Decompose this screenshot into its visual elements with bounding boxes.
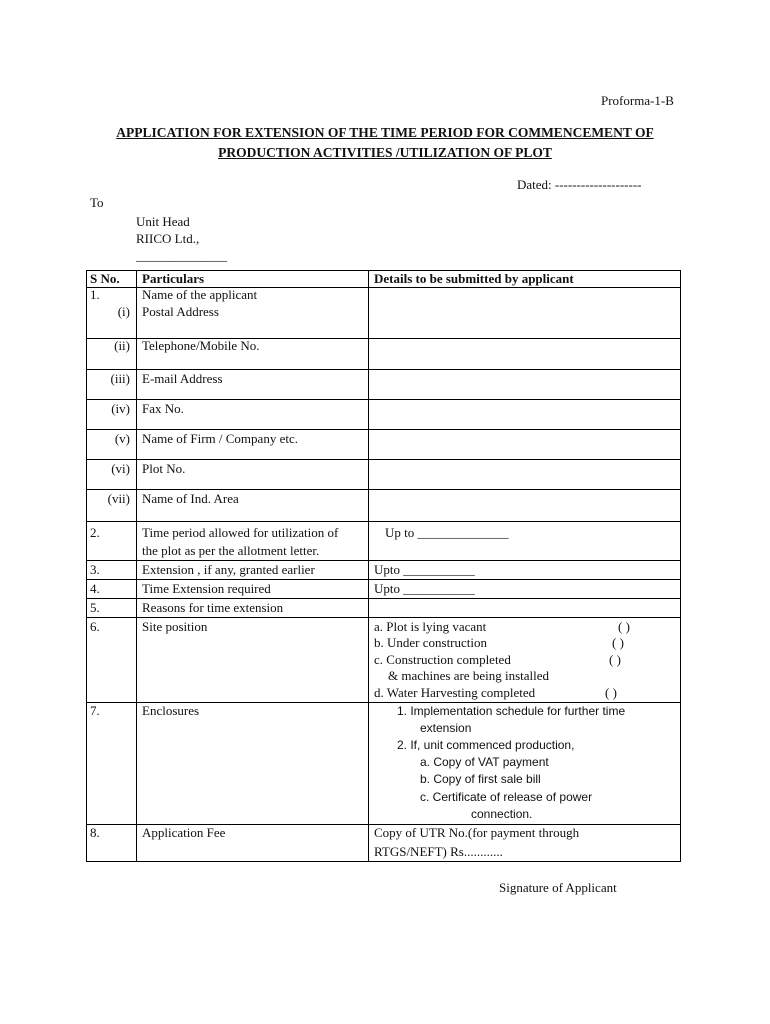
row-particulars: Postal Address [142, 304, 219, 319]
enclosure-item: b. Copy of first sale bill [420, 772, 541, 786]
row-sno: 8. [90, 825, 100, 840]
table-rule [86, 617, 681, 618]
table-rule [86, 399, 681, 400]
proforma-label: Proforma-1-B [601, 93, 674, 108]
table-rule [368, 270, 369, 862]
row-particulars: Name of the applicant [142, 287, 258, 302]
email-field[interactable] [374, 371, 674, 397]
header-details: Details to be submitted by applicant [374, 271, 574, 286]
table-rule [86, 560, 681, 561]
time-period-field[interactable]: Up to ______________ [385, 525, 509, 540]
enclosure-item: extension [420, 721, 472, 735]
enclosure-item: 2. If, unit commenced production, [397, 738, 575, 752]
enclosure-item: a. Copy of VAT payment [420, 755, 549, 769]
row-sno: 7. [90, 703, 100, 718]
firm-name-field[interactable] [374, 431, 674, 457]
table-border [680, 270, 681, 862]
row-sno: (ii) [114, 338, 130, 353]
site-option-label: b. Under construction [374, 635, 488, 650]
address-line-1: Unit Head [136, 214, 190, 229]
enclosure-item: 1. Implementation schedule for further time [397, 704, 626, 718]
row-particulars: Site position [142, 619, 208, 634]
row-particulars: Plot No. [142, 461, 186, 476]
address-line-3[interactable]: ______________ [136, 248, 227, 263]
row-particulars: E-mail Address [142, 371, 223, 386]
row-particulars: Name of Firm / Company etc. [142, 431, 298, 446]
postal-address-field[interactable] [374, 290, 674, 335]
address-line-2: RIICO Ltd., [136, 231, 200, 246]
table-border [86, 861, 681, 862]
row-sno: (i) [117, 304, 130, 319]
row-particulars: Time period allowed for utilization of [142, 525, 339, 540]
site-option-label: a. Plot is lying vacant [374, 619, 487, 634]
table-rule [86, 598, 681, 599]
site-option-checkbox[interactable]: ( ) [618, 619, 630, 634]
row-particulars: Application Fee [142, 825, 226, 840]
enclosure-item: connection. [471, 807, 533, 821]
row-particulars: Name of Ind. Area [142, 491, 239, 506]
telephone-field[interactable] [374, 340, 674, 366]
header-sno: S No. [90, 271, 120, 286]
row-sno: 2. [90, 525, 100, 540]
row-sno: (vi) [111, 461, 130, 476]
row-sno: 3. [90, 562, 100, 577]
table-border [86, 270, 87, 862]
title-line-1: APPLICATION FOR EXTENSION OF THE TIME PERIOD FOR COMMENCEMENT OF [116, 125, 654, 140]
extension-required-field[interactable]: Upto ___________ [374, 581, 475, 596]
title-line-2: PRODUCTION ACTIVITIES /UTILIZATION OF PLOT [218, 145, 552, 160]
site-option-label: d. Water Harvesting completed [374, 685, 536, 700]
header-particulars: Particulars [142, 271, 205, 286]
table-rule [136, 270, 137, 862]
site-option-checkbox[interactable]: ( ) [605, 685, 617, 700]
plot-no-field[interactable] [374, 461, 674, 487]
row-particulars: Time Extension required [142, 581, 271, 596]
row-sno: (iii) [110, 371, 130, 386]
row-sno: 6. [90, 619, 100, 634]
table-rule [86, 579, 681, 580]
dated-field[interactable]: Dated: -------------------- [517, 177, 642, 192]
row-sno: (vii) [107, 491, 130, 506]
row-sno: (v) [114, 431, 130, 446]
row-sno: 5. [90, 600, 100, 615]
signature-of-applicant: Signature of Applicant [499, 880, 617, 895]
utr-label: Copy of UTR No.(for payment through [374, 825, 580, 840]
table-rule [86, 521, 681, 522]
extension-granted-field[interactable]: Upto ___________ [374, 562, 475, 577]
row-particulars: Enclosures [142, 703, 200, 718]
reasons-field[interactable] [374, 600, 674, 615]
row-particulars: the plot as per the allotment letter. [142, 543, 320, 558]
enclosure-item: c. Certificate of release of power [420, 790, 593, 804]
row-particulars: Fax No. [142, 401, 184, 416]
site-option-label: & machines are being installed [388, 668, 550, 683]
row-sno: (iv) [111, 401, 130, 416]
row-particulars: Reasons for time extension [142, 600, 284, 615]
table-rule [86, 369, 681, 370]
site-option-checkbox[interactable]: ( ) [609, 652, 621, 667]
table-rule [86, 459, 681, 460]
site-option-checkbox[interactable]: ( ) [612, 635, 624, 650]
site-option-label: c. Construction completed [374, 652, 511, 667]
row-sno: 1. [90, 287, 100, 302]
application-table [86, 270, 681, 862]
row-particulars: Telephone/Mobile No. [142, 338, 260, 353]
fax-field[interactable] [374, 401, 674, 427]
table-rule [86, 489, 681, 490]
row-particulars: Extension , if any, granted earlier [142, 562, 315, 577]
address-to: To [90, 195, 104, 210]
payment-amount-field[interactable]: RTGS/NEFT) Rs............ [374, 844, 503, 859]
table-rule [86, 429, 681, 430]
row-sno: 4. [90, 581, 100, 596]
industrial-area-field[interactable] [374, 491, 674, 519]
